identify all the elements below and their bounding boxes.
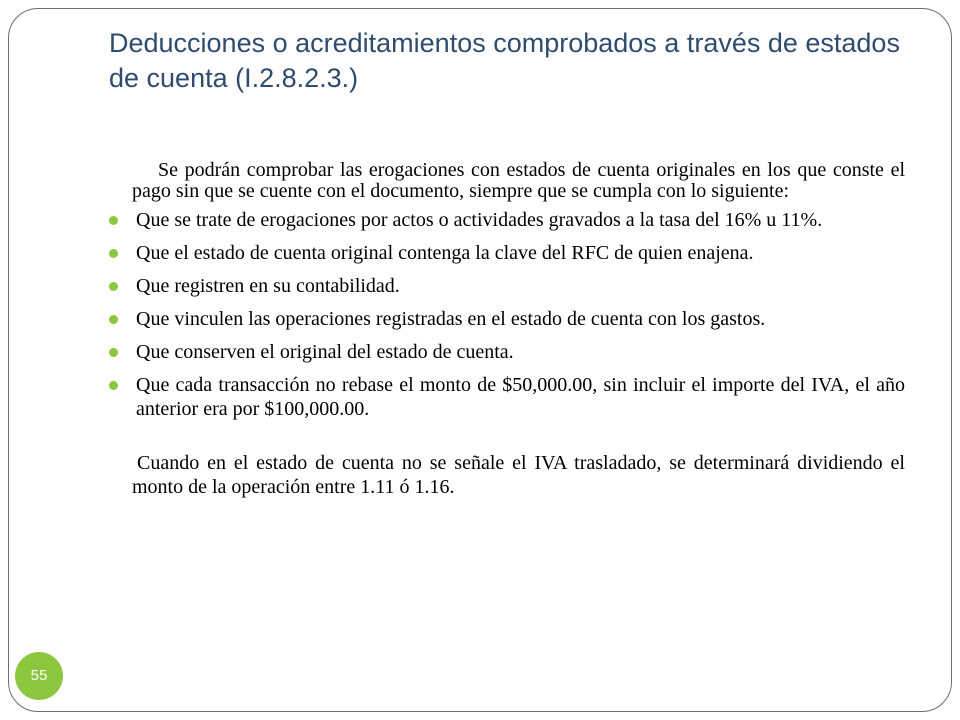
bullet-dot-icon	[109, 282, 118, 291]
requirements-list	[109, 208, 905, 421]
list-item	[109, 373, 905, 421]
list-item	[109, 274, 905, 298]
list-item-text: Que conserven el original del estado de cuenta.	[136, 341, 514, 363]
slide-title: Deducciones o acreditamientos comprobados a través de estados de cuenta (I.2.8.2.3.)	[109, 28, 900, 93]
list-item	[109, 307, 905, 331]
list-item	[109, 241, 905, 265]
bullet-dot-icon	[109, 381, 118, 390]
closing-paragraph: Cuando en el estado de cuenta no se señale el IVA trasladado, se determinará dividiendo el monto de la operación entre 1.11 ó 1.16.	[132, 452, 905, 498]
page-number-badge: 55	[15, 652, 63, 700]
list-item	[109, 208, 905, 232]
bullet-dot-icon	[109, 348, 118, 357]
list-item-text: Que registren en su contabilidad.	[136, 275, 400, 297]
list-item-text: Que cada transacción no rebase el monto de $50,000.00, sin incluir el importe del IVA, el año anterior era por $100,000.00.	[136, 374, 905, 420]
slide-body	[109, 160, 905, 499]
bullet-dot-icon	[109, 249, 118, 258]
bullet-dot-icon	[109, 315, 118, 324]
list-item-text: Que vinculen las operaciones registradas en el estado de cuenta con los gastos.	[136, 308, 766, 330]
bullet-dot-icon	[109, 216, 118, 225]
list-item-text: Que el estado de cuenta original contenga la clave del RFC de quien enajena.	[136, 242, 754, 264]
list-item	[109, 340, 905, 364]
list-item-text: Que se trate de erogaciones por actos o actividades gravados a la tasa del 16% u 11%.	[136, 209, 823, 231]
intro-paragraph: Se podrán comprobar las erogaciones con estados de cuenta originales en los que conste el pago sin que se cuente con el documento, siempre que se cumpla con lo siguiente:	[132, 159, 905, 202]
